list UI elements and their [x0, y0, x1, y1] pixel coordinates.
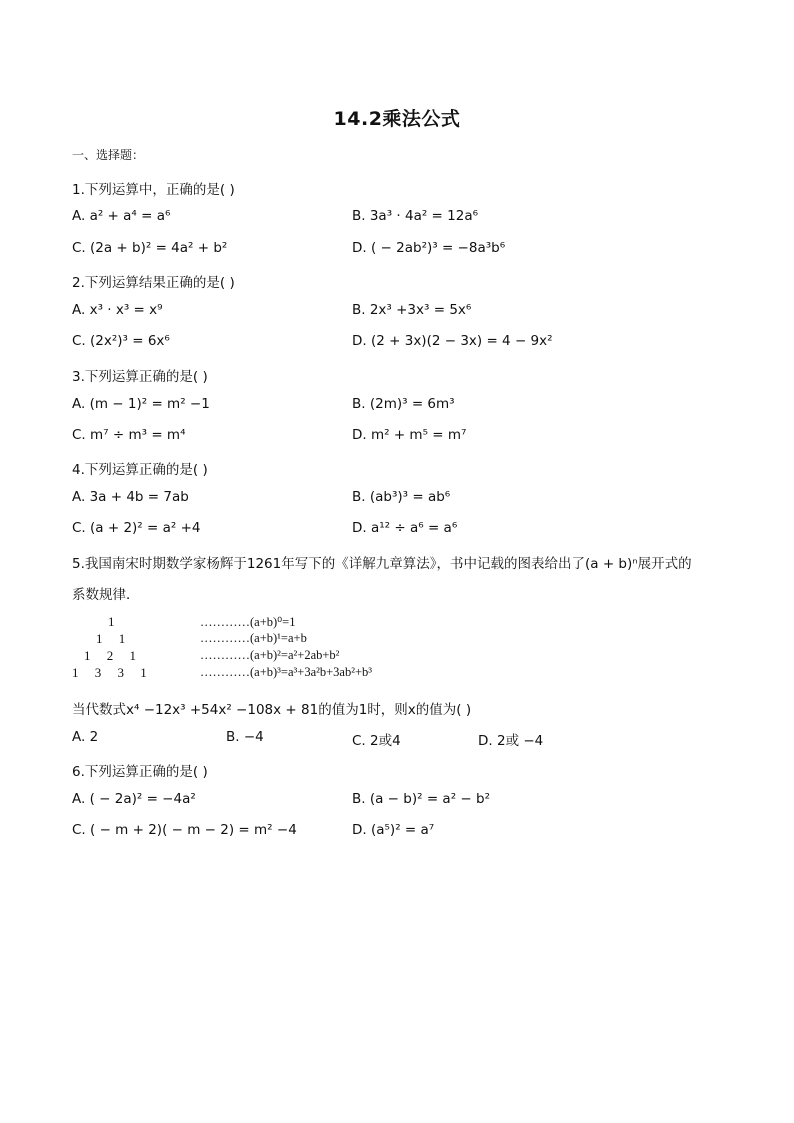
question-4-stem: 4.下列运算正确的是( ) [72, 462, 208, 478]
question-3-option-b: B. (2m)³ = 6m³ [352, 396, 455, 412]
pascal-row-1: 1 1 [96, 631, 126, 646]
question-1-option-a: A. a² + a⁴ = a⁶ [72, 208, 171, 224]
question-2-option-b: B. 2x³ +3x³ = 5x⁶ [352, 302, 472, 318]
question-6-option-d: D. (a⁵)² = a⁷ [352, 822, 435, 838]
expansion-0: …………(a+b)⁰=1 [200, 615, 296, 629]
expansion-3: …………(a+b)³=a³+3a²b+3ab²+b³ [200, 665, 373, 679]
question-4-option-d: D. a¹² ÷ a⁶ = a⁶ [352, 520, 458, 536]
expansion-1: …………(a+b)¹=a+b [200, 631, 307, 645]
question-4-option-b: B. (ab³)³ = ab⁶ [352, 489, 451, 505]
question-1-option-c: C. (2a + b)² = 4a² + b² [72, 240, 228, 256]
pascal-row-0: 1 [108, 614, 115, 629]
question-5-stem-line1: 5.我国南宋时期数学家杨辉于1261年写下的《详解九章算法》，书中记载的图表给出了(a + b)ⁿ展开式的 [72, 556, 692, 572]
question-3-option-c: C. m⁷ ÷ m³ = m⁴ [72, 427, 186, 443]
question-5-option-a: A. 2 [72, 729, 99, 745]
section-heading: 一、选择题： [72, 148, 145, 162]
page-title: 14.2乘法公式 [333, 108, 461, 130]
question-2-option-a: A. x³ · x³ = x⁹ [72, 302, 163, 318]
question-5-stem-line2: 系数规律． [72, 587, 140, 603]
expansion-2: …………(a+b)²=a²+2ab+b² [200, 648, 340, 662]
question-6-stem: 6.下列运算正确的是( ) [72, 764, 208, 780]
pascal-row-3: 1 3 3 1 [72, 665, 147, 680]
question-1-option-b: B. 3a³ · 4a² = 12a⁶ [352, 208, 479, 224]
question-5-option-b: B. −4 [226, 729, 264, 745]
question-2-stem: 2.下列运算结果正确的是( ) [72, 275, 235, 291]
question-5-condition: 当代数式x⁴ −12x³ +54x² −108x + 81的值为1时，则x的值为( ) [72, 702, 472, 718]
question-1-stem: 1.下列运算中，正确的是( ) [72, 182, 235, 198]
question-4-option-c: C. (a + 2)² = a² +4 [72, 520, 201, 536]
question-6-option-b: B. (a − b)² = a² − b² [352, 791, 490, 807]
question-5-option-d: D. 2或 −4 [478, 733, 544, 749]
question-5-option-c: C. 2或4 [352, 733, 401, 749]
question-3-stem: 3.下列运算正确的是( ) [72, 369, 208, 385]
question-2-option-c: C. (2x²)³ = 6x⁶ [72, 333, 170, 349]
question-6-option-a: A. ( − 2a)² = −4a² [72, 791, 196, 807]
question-4-option-a: A. 3a + 4b = 7ab [72, 489, 189, 505]
question-3-option-a: A. (m − 1)² = m² −1 [72, 396, 210, 412]
question-6-option-c: C. ( − m + 2)( − m − 2) = m² −4 [72, 822, 297, 838]
question-3-option-d: D. m² + m⁵ = m⁷ [352, 427, 467, 443]
pascal-row-2: 1 2 1 [84, 648, 136, 663]
question-2-option-d: D. (2 + 3x)(2 − 3x) = 4 − 9x² [352, 333, 553, 349]
question-1-option-d: D. ( − 2ab²)³ = −8a³b⁶ [352, 240, 506, 256]
